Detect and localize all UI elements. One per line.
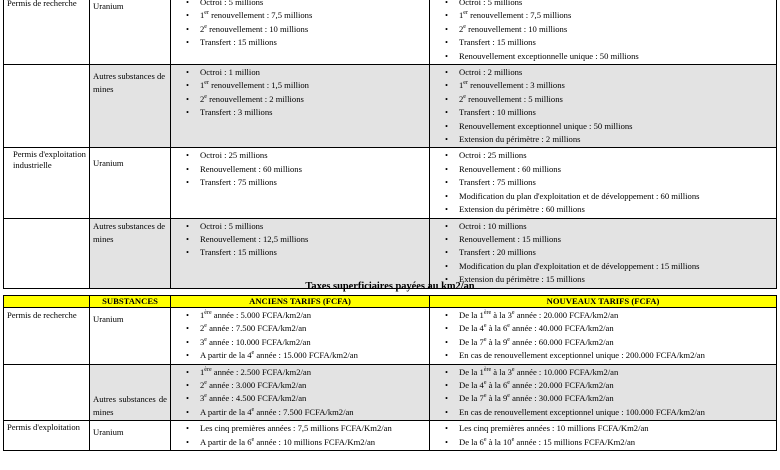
table-row — [4, 65, 777, 148]
permit-fees-table — [3, 0, 777, 289]
list-item: • De la 4e à la 6e année : 20.000 FCFA/km2/an — [433, 379, 773, 392]
permit-type-cell — [4, 218, 90, 288]
old-rates-list — [174, 422, 426, 449]
list-item: • 2e année : 7.500 FCFA/km2/an — [174, 322, 426, 335]
new-fees-cell — [430, 65, 777, 148]
list-item: • Octroi : 25 millions — [433, 149, 773, 162]
area-tax-table — [3, 295, 777, 451]
old-rates-cell — [171, 421, 430, 451]
substance-cell: Autres substances de mines — [90, 218, 171, 288]
list-item: • 1ère année : 2.500 FCFA/km2/an — [174, 366, 426, 379]
list-item: • Octroi : 10 millions — [433, 220, 773, 233]
permit-type-cell — [4, 0, 90, 65]
list-item: • 2e renouvellement : 5 millions — [433, 93, 773, 106]
old-fees-cell — [171, 218, 430, 288]
new-rates-list — [433, 366, 773, 420]
old-fees-list — [174, 66, 426, 120]
old-fees-cell — [171, 0, 430, 65]
table-header-row — [4, 296, 777, 308]
old-fees-list — [174, 220, 426, 260]
list-item: • Octroi : 5 millions — [433, 0, 773, 9]
list-item: • Transfert : 10 millions — [433, 106, 773, 119]
new-fees-list — [433, 66, 773, 146]
list-item: • Renouvellement : 12,5 millions — [174, 233, 426, 246]
list-item: • A partir de la 4e année : 15.000 FCFA/km2/an — [174, 349, 426, 362]
new-fees-cell — [430, 218, 777, 288]
new-rates-cell — [430, 308, 777, 365]
old-fees-list — [174, 0, 426, 50]
list-item: • Renouvellement : 15 millions — [433, 233, 773, 246]
list-item: • Octroi : 2 millions — [433, 66, 773, 79]
table-row — [4, 148, 777, 218]
list-item: • Transfert : 15 millions — [174, 36, 426, 49]
permit-type-cell — [4, 148, 90, 218]
old-fees-cell — [171, 148, 430, 218]
permit-type-cell — [4, 65, 90, 148]
table-row — [4, 308, 777, 365]
list-item: • De la 4e à la 6e année : 40.000 FCFA/km2/an — [433, 322, 773, 335]
list-item: • Extension du périmètre : 2 millions — [433, 133, 773, 146]
list-item: • 1er renouvellement : 3 millions — [433, 79, 773, 92]
list-item: • De la 6e à la 10e année : 15 millions FCFA/Km2/an — [433, 436, 773, 449]
list-item: • 1er renouvellement : 7,5 millions — [174, 9, 426, 22]
list-item: • Extension du périmètre : 60 millions — [433, 203, 773, 216]
substances-header: SUBSTANCES — [90, 296, 171, 308]
new-fees-cell — [430, 148, 777, 218]
list-item: • 2e renouvellement : 10 millions — [433, 23, 773, 36]
list-item: • Octroi : 1 million — [174, 66, 426, 79]
blank-header — [4, 296, 90, 308]
new-fees-list — [433, 149, 773, 216]
list-item: • 1er renouvellement : 7,5 millions — [433, 9, 773, 22]
new-fees-list — [433, 220, 773, 287]
list-item: • Extension du périmètre : 15 millions — [433, 273, 773, 286]
list-item: • De la 1ère à la 3e année : 20.000 FCFA/km2/an — [433, 309, 773, 322]
list-item: • 3e année : 10.000 FCFA/km2/an — [174, 336, 426, 349]
permit-type-label: Permis d'exploitation industrielle — [13, 149, 86, 170]
new-fees-list — [433, 0, 773, 63]
substance-cell: Uranium — [90, 148, 171, 218]
list-item: • A partir de la 6e année : 10 millions FCFA/Km2/an — [174, 436, 426, 449]
list-item: • Renouvellement : 60 millions — [433, 163, 773, 176]
section-title: Taxes superficiaires payées au km2/an — [305, 281, 475, 292]
permit-type-cell: Permis d'exploitation — [4, 421, 90, 451]
list-item: • Octroi : 5 millions — [174, 220, 426, 233]
permit-type-label: Permis de recherche — [7, 0, 77, 8]
list-item: • En cas de renouvellement exceptionnel unique : 200.000 FCFA/km2/an — [433, 349, 773, 362]
old-rates-header: ANCIENS TARIFS (FCFA) — [171, 296, 430, 308]
list-item: • En cas de renouvellement exceptionnel unique : 100.000 FCFA/km2/an — [433, 406, 773, 419]
list-item: • 2e année : 3.000 FCFA/km2/an — [174, 379, 426, 392]
permit-type-cell: Permis de recherche — [4, 308, 90, 365]
list-item: • Transfert : 3 millions — [174, 106, 426, 119]
list-item: • Les cinq premières années : 7,5 millions FCFA/Km2/an — [174, 422, 426, 435]
old-fees-cell — [171, 65, 430, 148]
list-item: • De la 1ère à la 3e année : 10.000 FCFA/km2/an — [433, 366, 773, 379]
permit-type-cell — [4, 364, 90, 421]
list-item: • Les cinq premières années : 10 millions FCFA/Km2/an — [433, 422, 773, 435]
list-item: • 1er renouvellement : 1,5 million — [174, 79, 426, 92]
table-row — [4, 421, 777, 451]
list-item: • 3e année : 4.500 FCFA/km2/an — [174, 392, 426, 405]
list-item: • Modification du plan d'exploitation et de développement : 60 millions — [433, 190, 773, 203]
table-row — [4, 218, 777, 288]
list-item: • Transfert : 15 millions — [174, 246, 426, 259]
list-item: • De la 7e à la 9e année : 60.000 FCFA/km2/an — [433, 336, 773, 349]
list-item: • Renouvellement : 60 millions — [174, 163, 426, 176]
substance-cell: Autres substances de mines — [90, 65, 171, 148]
old-rates-cell — [171, 364, 430, 421]
list-item: • De la 7e à la 9e année : 30.000 FCFA/km2/an — [433, 392, 773, 405]
new-rates-list — [433, 309, 773, 363]
substance-cell: Uranium — [90, 0, 171, 65]
list-item: • Octroi : 25 millions — [174, 149, 426, 162]
old-rates-list — [174, 309, 426, 363]
table-row — [4, 364, 777, 421]
old-fees-list — [174, 149, 426, 189]
list-item: • Octroi : 5 millions — [174, 0, 426, 9]
list-item: • Transfert : 75 millions — [174, 176, 426, 189]
old-rates-list — [174, 366, 426, 420]
list-item: • 1ère année : 5.000 FCFA/km2/an — [174, 309, 426, 322]
list-item: • 2e renouvellement : 2 millions — [174, 93, 426, 106]
new-fees-cell — [430, 0, 777, 65]
list-item: • Transfert : 20 millions — [433, 246, 773, 259]
list-item: • Transfert : 75 millions — [433, 176, 773, 189]
substance-cell: Autres substances de mines — [90, 364, 171, 421]
substance-cell: Uranium — [90, 308, 171, 365]
substance-cell: Uranium — [90, 421, 171, 451]
old-rates-cell — [171, 308, 430, 365]
list-item: • 2e renouvellement : 10 millions — [174, 23, 426, 36]
list-item: • A partir de la 4e année : 7.500 FCFA/km2/an — [174, 406, 426, 419]
table-row — [4, 0, 777, 65]
new-rates-cell — [430, 364, 777, 421]
new-rates-cell — [430, 421, 777, 451]
list-item: • Modification du plan d'exploitation et de développement : 15 millions — [433, 260, 773, 273]
new-rates-header: NOUVEAUX TARIFS (FCFA) — [430, 296, 777, 308]
list-item: • Renouvellement exceptionnel unique : 50 millions — [433, 120, 773, 133]
list-item: • Renouvellement exceptionnelle unique : 50 millions — [433, 50, 773, 63]
new-rates-list — [433, 422, 773, 449]
list-item: • Transfert : 15 millions — [433, 36, 773, 49]
